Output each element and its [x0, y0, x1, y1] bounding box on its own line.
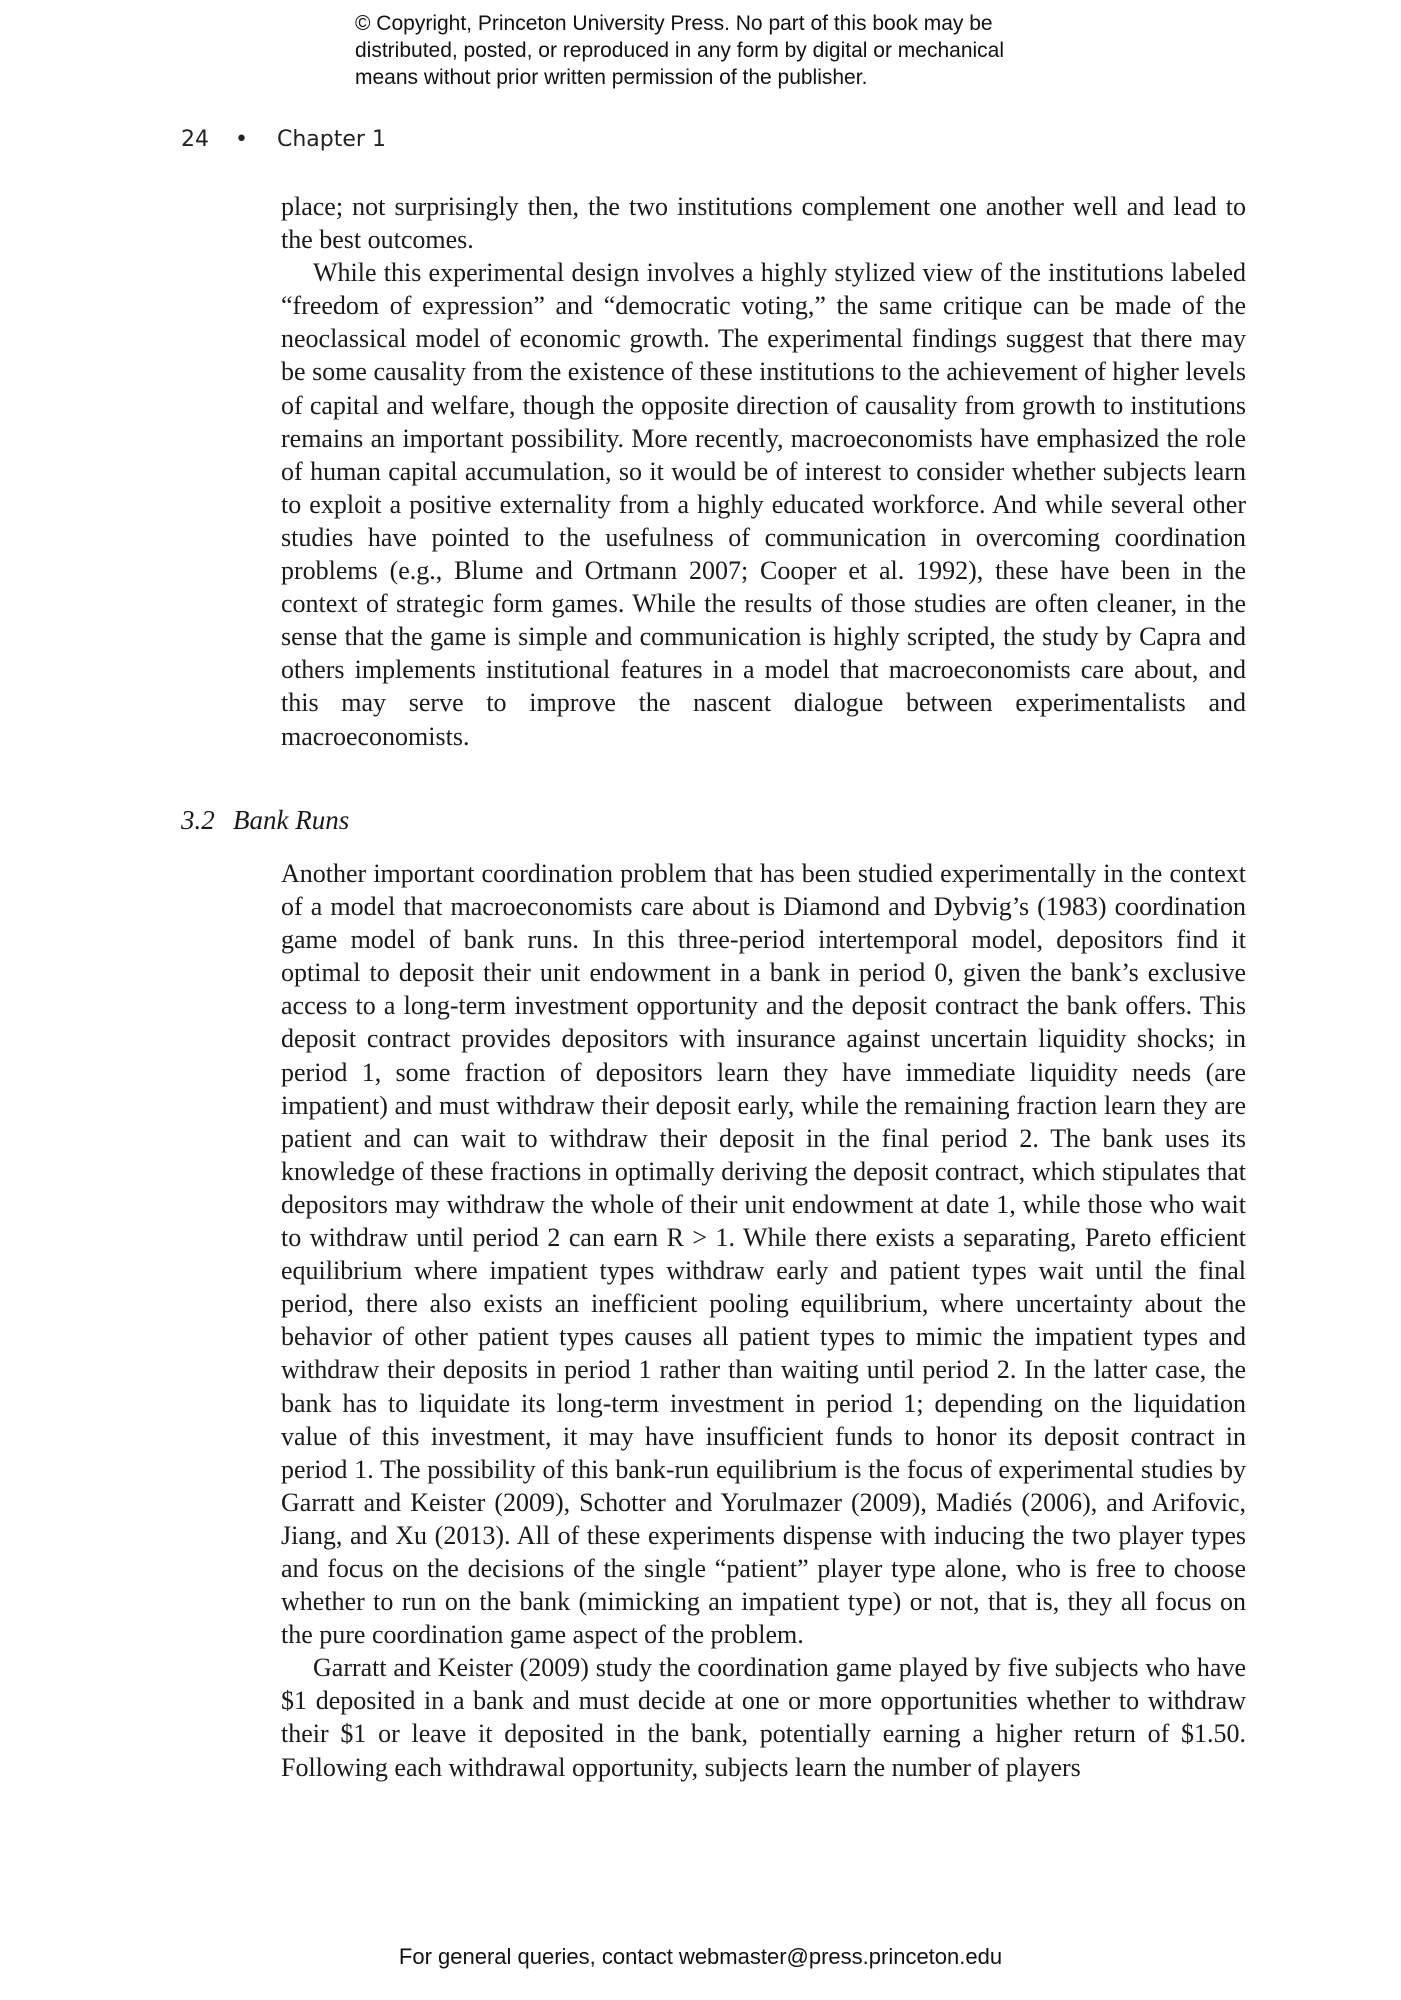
copyright-line: means without prior written permission of the publisher. [355, 66, 868, 89]
chapter-title: Chapter 1 [277, 127, 386, 152]
paragraph: While this experimental design involves a highly stylized view of the institutions labeled “freedom of expression” and “democratic voting,” the same critique can be made of the neoclassical model of economic growth. The experimental findings suggest that there may be some causality from the existence of these institutions to the achievement of higher levels of capital and welfare, though the opposite direction of causality from growth to institutions remains an important possibility. More recently, macroeconomists have emphasized the role of human capital accumulation, so it would be of interest to consider whether subjects learn to exploit a positive externality from a highly educated workforce. And while several other studies have pointed to the usefulness of communication in overcoming coordination problems (e.g., Blume and Ortmann 2007; Cooper et al. 1992), these have been in the context of strategic form games. While the results of those studies are often cleaner, in the sense that the game is simple and communication is highly scripted, the study by Capra and others implements institutional features in a model that macroeconomists care about, and this may serve to improve the nascent dialogue between experimentalists and macroeconomists. [281, 258, 1246, 751]
footer-contact: For general queries, contact webmaster@press.princeton.edu [398, 1944, 1003, 1969]
section-title: Bank Runs [233, 805, 350, 835]
paragraph: place; not surprisingly then, the two institutions complement one another well and lead to the best outcomes. [281, 192, 1246, 255]
section-number: 3.2 [181, 805, 215, 835]
copyright-line: distributed, posted, or reproduced in any form by digital or mechanical [355, 39, 1005, 62]
running-head-separator: • [235, 127, 248, 152]
body-text-top [281, 190, 1246, 753]
body-text-bank-runs [281, 857, 1246, 1784]
section-heading [181, 805, 349, 836]
page-number: 24 [181, 127, 209, 152]
paragraph: Garratt and Keister (2009) study the coordination game played by five subjects who have $1 deposited in a bank and must decide at one or more opportunities whether to withdraw their $1 or leave it deposited in the bank, potentially earning a higher return of $1.50. Following each withdrawal opportunity, subjects learn the number of players [281, 1653, 1246, 1782]
paragraph: Another important coordination problem that has been studied experimentally in the context of a model that macroeconomists care about is Diamond and Dybvig’s (1983) coordination game model of bank runs. In this three-period intertemporal model, depositors find it optimal to deposit their unit endowment in a bank in period 0, given the bank’s exclusive access to a long-term investment opportunity and the deposit contract the bank offers. This deposit contract provides depositors with insurance against uncertain liquidity shocks; in period 1, some fraction of depositors learn they have immediate liquidity needs (are impatient) and must withdraw their deposit early, while the remaining fraction learn they are patient and can wait to withdraw their deposit in the final period 2. The bank uses its knowledge of these fractions in optimally deriving the deposit contract, which stipulates that depositors may withdraw the whole of their unit endowment at date 1, while those who wait to withdraw until period 2 can earn R > 1. While there exists a separating, Pareto efficient equilibrium where impatient types withdraw early and patient types wait until the final period, there also exists an inefficient pooling equilibrium, where uncertainty about the behavior of other patient types causes all patient types to mimic the impatient types and withdraw their deposits in period 1 rather than waiting until period 2. In the latter case, the bank has to liquidate its long-term investment in period 1; depending on the liquidation value of this investment, it may have insufficient funds to honor its deposit contract in period 1. The possibility of this bank-run equilibrium is the focus of experimental studies by Garratt and Keister (2009), Schotter and Yorulmazer (2009), Madiés (2006), and Arifovic, Jiang, and Xu (2013). All of these experiments dispense with inducing the two player types and focus on the decisions of the single “patient” player type alone, who is free to choose whether to run on the bank (mimicking an impatient type) or not, that is, they all focus on the pure coordination game aspect of the problem. [281, 859, 1246, 1650]
copyright-notice [355, 10, 1075, 91]
copyright-line: © Copyright, Princeton University Press. No part of this book may be [355, 12, 993, 35]
